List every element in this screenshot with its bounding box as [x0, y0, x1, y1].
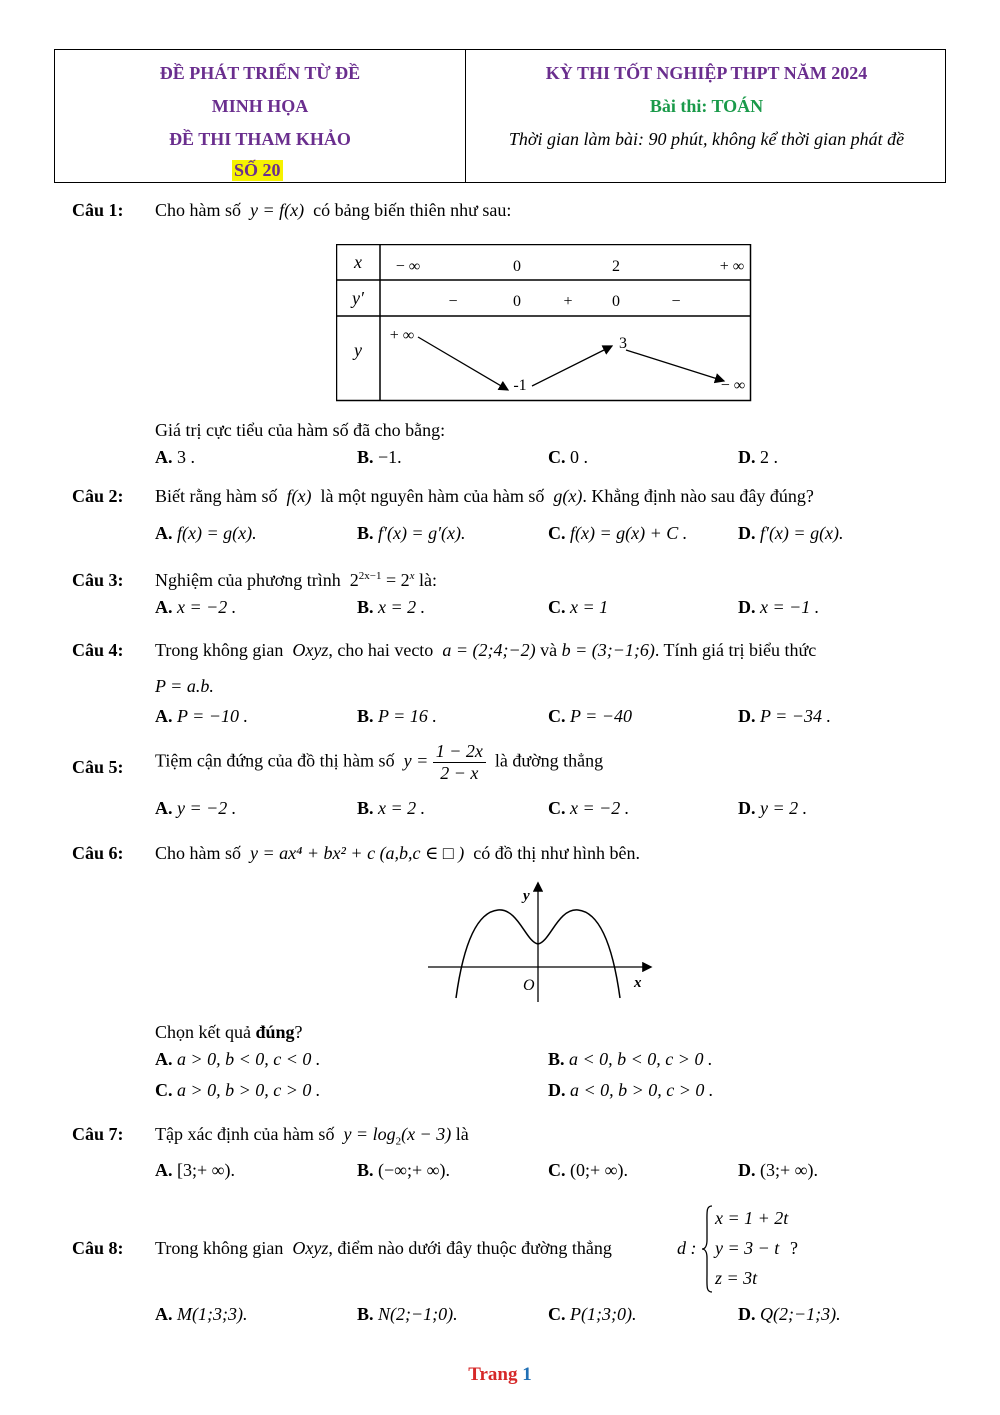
- y-val-pos-inf: + ∞: [389, 327, 415, 344]
- q7-option-c[interactable]: C. (0;+ ∞).: [548, 1160, 628, 1180]
- x-val-2: 2: [612, 258, 620, 275]
- y-val-max: 3: [619, 335, 627, 352]
- q2-label: Câu 2:: [72, 486, 124, 506]
- q4-option-d[interactable]: D. P = −34 .: [738, 706, 831, 726]
- q6-prompt: Chọn kết quả đúng?: [155, 1022, 303, 1042]
- q8-option-c[interactable]: C. P(1;3;0).: [548, 1304, 637, 1324]
- x-val-pos-inf: + ∞: [719, 258, 745, 275]
- page-footer: [0, 1364, 1000, 1386]
- q8-option-a[interactable]: A. M(1;3;3).: [155, 1304, 248, 1324]
- q1-option-d[interactable]: D. 2 .: [738, 447, 778, 467]
- q1-label: Câu 1:: [72, 200, 124, 220]
- q5-option-a[interactable]: A. y = −2 .: [155, 798, 237, 818]
- footer-page-number: 1: [522, 1364, 532, 1385]
- q8-option-b[interactable]: B. N(2;−1;0).: [357, 1304, 458, 1324]
- q4-option-c[interactable]: C. P = −40: [548, 706, 632, 726]
- x-val-neg-inf: − ∞: [395, 258, 421, 275]
- q8-eq-y: y = 3 − t: [715, 1238, 780, 1258]
- q6-option-d[interactable]: D. a < 0, b > 0, c > 0 .: [548, 1080, 714, 1100]
- q7-option-b[interactable]: B. (−∞;+ ∞).: [357, 1160, 450, 1180]
- q3-option-b[interactable]: B. x = 2 .: [357, 597, 426, 617]
- increasing-arrow: [532, 346, 612, 386]
- yp-zero-1: 0: [513, 293, 521, 310]
- q1-option-a[interactable]: A. 3 .: [155, 447, 195, 467]
- y-val-min: -1: [513, 377, 527, 394]
- graph-y-label: y: [523, 888, 530, 904]
- q5-label: Câu 5:: [72, 757, 124, 777]
- q5-option-d[interactable]: D. y = 2 .: [738, 798, 808, 818]
- yp-zero-2: 0: [612, 293, 620, 310]
- q1-stem: Cho hàm số y = f(x) có bảng biến thiên như sau:: [155, 200, 512, 220]
- q3-stem: Nghiệm của phương trình $2^{2x-1} = 2^x$ là:: [155, 570, 438, 590]
- q6-option-b[interactable]: B. a < 0, b < 0, c > 0 .: [548, 1049, 713, 1069]
- q7-label: Câu 7:: [72, 1124, 124, 1144]
- variation-table: [336, 244, 752, 402]
- q8-eq-x: x = 1 + 2t: [715, 1208, 789, 1228]
- q8-label: Câu 8:: [72, 1238, 124, 1258]
- q8-question-mark: ?: [790, 1238, 798, 1258]
- yp-sign-2: +: [563, 293, 573, 310]
- decreasing-arrow-2: [626, 350, 724, 381]
- q2-option-d[interactable]: D. f′(x) = g(x).: [738, 523, 844, 543]
- q5-option-c[interactable]: C. x = −2 .: [548, 798, 630, 818]
- q4-stem: Trong không gian Oxyz, cho hai vecto a = (2;4;−2) và b = (3;−1;6). Tính giá trị biểu thức: [155, 640, 817, 660]
- header-right-line3: Thời gian làm bài: 90 phút, không kể thời gian phát đề: [508, 129, 905, 149]
- header-left-line3: ĐỀ THI THAM KHẢO: [169, 129, 351, 149]
- q6-label: Câu 6:: [72, 843, 124, 863]
- x-val-0: 0: [513, 258, 521, 275]
- quartic-graph: [426, 880, 656, 1005]
- row-y-label: y: [354, 340, 362, 360]
- q3-label: Câu 3:: [72, 570, 124, 590]
- q3-option-c[interactable]: C. x = 1: [548, 597, 609, 617]
- graph-origin-label: O: [523, 977, 535, 994]
- header-left-line1: ĐỀ PHÁT TRIỂN TỪ ĐỀ: [159, 63, 361, 83]
- q8-eq-z: z = 3t: [715, 1268, 758, 1288]
- q4-option-b[interactable]: B. P = 16 .: [357, 706, 437, 726]
- q1-option-b[interactable]: B. −1.: [357, 447, 402, 467]
- q5-option-b[interactable]: B. x = 2 .: [357, 798, 426, 818]
- q2-stem: Biết rằng hàm số f(x) là một nguyên hàm của hàm số g(x). Khẳng định nào sau đây đúng?: [155, 486, 814, 506]
- q3-option-a[interactable]: A. x = −2 .: [155, 597, 237, 617]
- q4-option-a[interactable]: A. P = −10 .: [155, 706, 248, 726]
- yp-sign-1: −: [448, 293, 458, 310]
- q8-stem: Trong không gian Oxyz, điểm nào dưới đây thuộc đường thẳng: [155, 1238, 612, 1258]
- q8-line-name: d :: [677, 1238, 697, 1258]
- q8-option-d[interactable]: D. Q(2;−1;3).: [738, 1304, 841, 1324]
- q1-option-c[interactable]: C. 0 .: [548, 447, 588, 467]
- q7-option-a[interactable]: A. [3;+ ∞).: [155, 1160, 235, 1180]
- graph-x-label: x: [634, 975, 642, 991]
- q2-option-b[interactable]: B. f′(x) = g′(x).: [357, 523, 466, 543]
- q1-prompt: Giá trị cực tiểu của hàm số đã cho bằng:: [155, 420, 446, 440]
- q5-stem: Tiệm cận đứng của đồ thị hàm số y = $\frac{1 - 2x}{2 - x}$ là đường thẳng: [155, 741, 604, 783]
- decreasing-arrow-1: [418, 337, 508, 390]
- q5-fraction: $\frac{1 - 2x}{2 - x}$: [433, 741, 486, 784]
- q7-stem: Tập xác định của hàm số $y = \log_2(x - 3)$ là: [155, 1124, 469, 1148]
- q7-option-d[interactable]: D. (3;+ ∞).: [738, 1160, 818, 1180]
- header-right-line1: KỲ THI TỐT NGHIỆP THPT NĂM 2024: [545, 63, 868, 83]
- q6-stem: Cho hàm số y = ax⁴ + bx² + c (a,b,c ∈ □ ) có đồ thị như hình bên.: [155, 843, 640, 863]
- q3-option-d[interactable]: D. x = −1 .: [738, 597, 820, 617]
- header-left-line2: MINH HỌA: [211, 96, 309, 116]
- footer-word: Trang: [468, 1364, 518, 1385]
- system-brace: [700, 1204, 714, 1294]
- q6-option-a[interactable]: A. a > 0, b < 0, c < 0 .: [155, 1049, 321, 1069]
- q6-option-c[interactable]: C. a > 0, b > 0, c > 0 .: [155, 1080, 321, 1100]
- exam-number-badge: SỐ 20: [234, 160, 281, 180]
- exam-header: [54, 49, 946, 183]
- y-val-neg-inf: − ∞: [720, 377, 746, 394]
- q2-option-c[interactable]: C. f(x) = g(x) + C .: [548, 523, 688, 543]
- row-x-label: x: [354, 252, 362, 272]
- yp-sign-3: −: [671, 293, 681, 310]
- q4-label: Câu 4:: [72, 640, 124, 660]
- row-yprime-label: y′: [352, 288, 364, 308]
- q2-option-a[interactable]: A. f(x) = g(x).: [155, 523, 257, 543]
- q4-expression: P = a.b.: [155, 676, 214, 696]
- header-right-line2: Bài thi: TOÁN: [649, 96, 764, 116]
